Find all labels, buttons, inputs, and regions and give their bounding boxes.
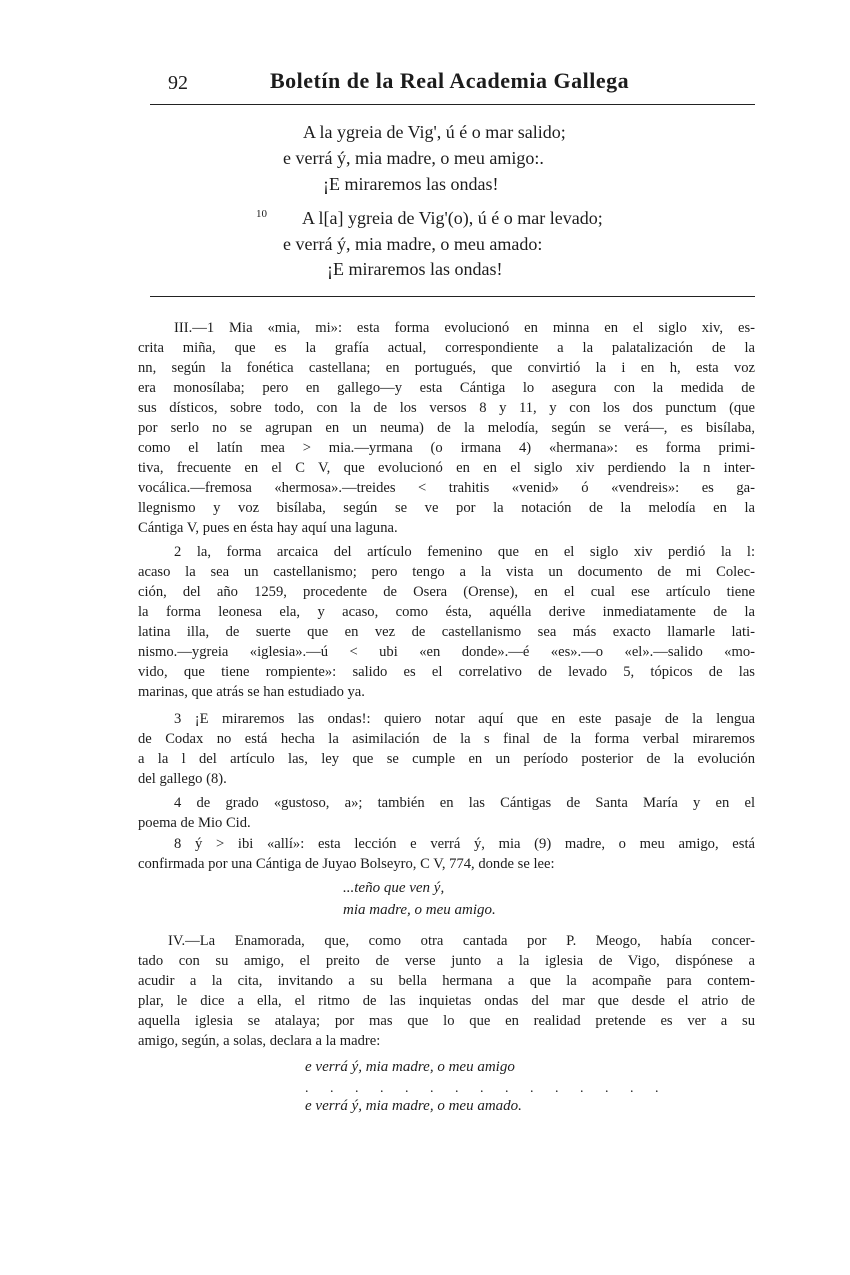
text-line: latina illa, de suerte que en vez de castellanismo sea más exacto llamarle lati- bbox=[138, 624, 755, 640]
note-8 bbox=[138, 834, 755, 874]
text-line: sus dísticos, sobre todo, con la de los versos 8 y 11, y con los dos punctum (que bbox=[138, 400, 755, 416]
poem-line: A l[a] ygreia de Vig'(o), ú é o mar levado; bbox=[302, 208, 603, 228]
text-line: poema de Mio Cid. bbox=[138, 815, 251, 831]
poem-line: A la ygreia de Vig', ú é o mar salido; bbox=[303, 122, 566, 142]
poem-line: e verrá ý, mia madre, o meu amigo:. bbox=[283, 148, 544, 168]
text-line: vido, que tiene rompiente»: salido es el correlativo de levado 5, tópicos de las bbox=[138, 664, 755, 680]
quote-line: mia madre, o meu amigo. bbox=[343, 902, 496, 918]
text-line: del gallego (8). bbox=[138, 771, 227, 787]
text-line: nn, según la fonética castellana; en portugués, que convirtió la i en h, esta voz bbox=[138, 360, 755, 376]
text-line: marinas, que atrás se han estudiado ya. bbox=[138, 684, 365, 700]
text-line: vocálica.—fremosa «hermosa».—treides < trahitis «venid» ó «vendreis»: es ga- bbox=[138, 480, 755, 496]
text-line: 8 ý > ibi «allí»: esta lección e verrá ý, mia (9) madre, o meu amigo, está bbox=[174, 836, 755, 852]
text-line: de Codax no está hecha la asimilación de la s final de la forma verbal miraremos bbox=[138, 731, 755, 747]
running-header bbox=[150, 66, 750, 100]
section-IV bbox=[138, 931, 755, 1051]
text-line: era monosílaba; pero en gallego—y esta Cántiga lo asegura con la medida de bbox=[138, 380, 755, 396]
text-line: plar, le dice a ella, el ritmo de las inquietas ondas del mar que desde el atrio de bbox=[138, 993, 755, 1009]
text-line: crita miña, que es la grafía actual, correspondiente a la palatalización de la bbox=[138, 340, 755, 356]
note-3 bbox=[138, 709, 755, 789]
quote-line: e verrá ý, mia madre, o meu amigo bbox=[305, 1059, 515, 1075]
poem-line: ¡E miraremos las ondas! bbox=[327, 259, 503, 279]
text-line: por serlo no se agrupan en un neuma) de la melodía, según se verá—, es bisílaba, bbox=[138, 420, 755, 436]
text-line: IV.—La Enamorada, que, como otra cantada por P. Meogo, había concer- bbox=[168, 933, 755, 949]
text-line: tiva, frecuente en el C V, que evolucionó en en el siglo xiv perdiendo la n inter- bbox=[138, 460, 755, 476]
poem-line: ¡E miraremos las ondas! bbox=[323, 174, 499, 194]
text-line: aquella iglesia se atalaya; por mas que lo que en realidad pretende es ver a su bbox=[138, 1013, 755, 1029]
text-line: 4 de grado «gustoso, a»; también en las Cántigas de Santa María y en el bbox=[174, 795, 755, 811]
text-line: confirmada por una Cántiga de Juyao Bolseyro, C V, 774, donde se lee: bbox=[138, 856, 555, 872]
text-line: acudir a la cita, invitando a su bella hermana a que la acompañe para contem- bbox=[138, 973, 755, 989]
text-line: acaso la sea un castellanismo; pero tengo a la vista un documento de mi Colec- bbox=[138, 564, 755, 580]
text-line: la forma leonesa ela, y acaso, como ésta, aquélla derive inmediatamente de la bbox=[138, 604, 755, 620]
page-number: 92 bbox=[168, 72, 188, 94]
poem-line: e verrá ý, mia madre, o meu amado: bbox=[283, 234, 543, 254]
text-line: 3 ¡E miraremos las ondas!: quiero notar aquí que en este pasaje de la lengua bbox=[174, 711, 755, 727]
text-line: III.—1 Mia «mia, mi»: esta forma evolucionó en minna en el siglo xiv, es- bbox=[174, 320, 755, 336]
text-line: a la l del artículo las, ley que se cumple en un período posterior de la evolución bbox=[138, 751, 755, 767]
text-line: nismo.—ygreia «iglesia».—ú < ubi «en donde».—é «es».—o «el».—salido «mo- bbox=[138, 644, 755, 660]
ellipsis-line: . . . . . . . . . . . . . . . bbox=[305, 1081, 668, 1096]
text-line: tado con su amigo, el preito de verse junto a la iglesia de Vigo, dispónese a bbox=[138, 953, 755, 969]
text-line: llegnismo y voz bisílaba, según se ve por la notación de la melodía en la bbox=[138, 500, 755, 516]
header-rule bbox=[150, 104, 755, 105]
text-line: ción, del año 1259, procedente de Osera (Orense), en el cual ese artículo tiene bbox=[138, 584, 755, 600]
quote-line: e verrá ý, mia madre, o meu amado. bbox=[305, 1098, 522, 1114]
text-line: Cántiga V, pues en ésta hay aquí una laguna. bbox=[138, 520, 398, 536]
note-2 bbox=[138, 542, 755, 702]
journal-title: Boletín de la Real Academia Gallega bbox=[270, 68, 630, 93]
text-line: 2 la, forma arcaica del artículo femenino que en el siglo xiv perdió la l: bbox=[174, 544, 755, 560]
verse-line-number: 10 bbox=[256, 208, 267, 220]
section-III bbox=[138, 318, 755, 538]
poem-rule bbox=[150, 296, 755, 297]
note-4 bbox=[138, 793, 755, 833]
text-line: como el latín mea > mia.—yrmana (o irmana 4) «hermana»: es forma primi- bbox=[138, 440, 755, 456]
text-line: amigo, según, a solas, declara a la madre: bbox=[138, 1033, 381, 1049]
quote-line: ...teño que ven ý, bbox=[343, 880, 445, 896]
